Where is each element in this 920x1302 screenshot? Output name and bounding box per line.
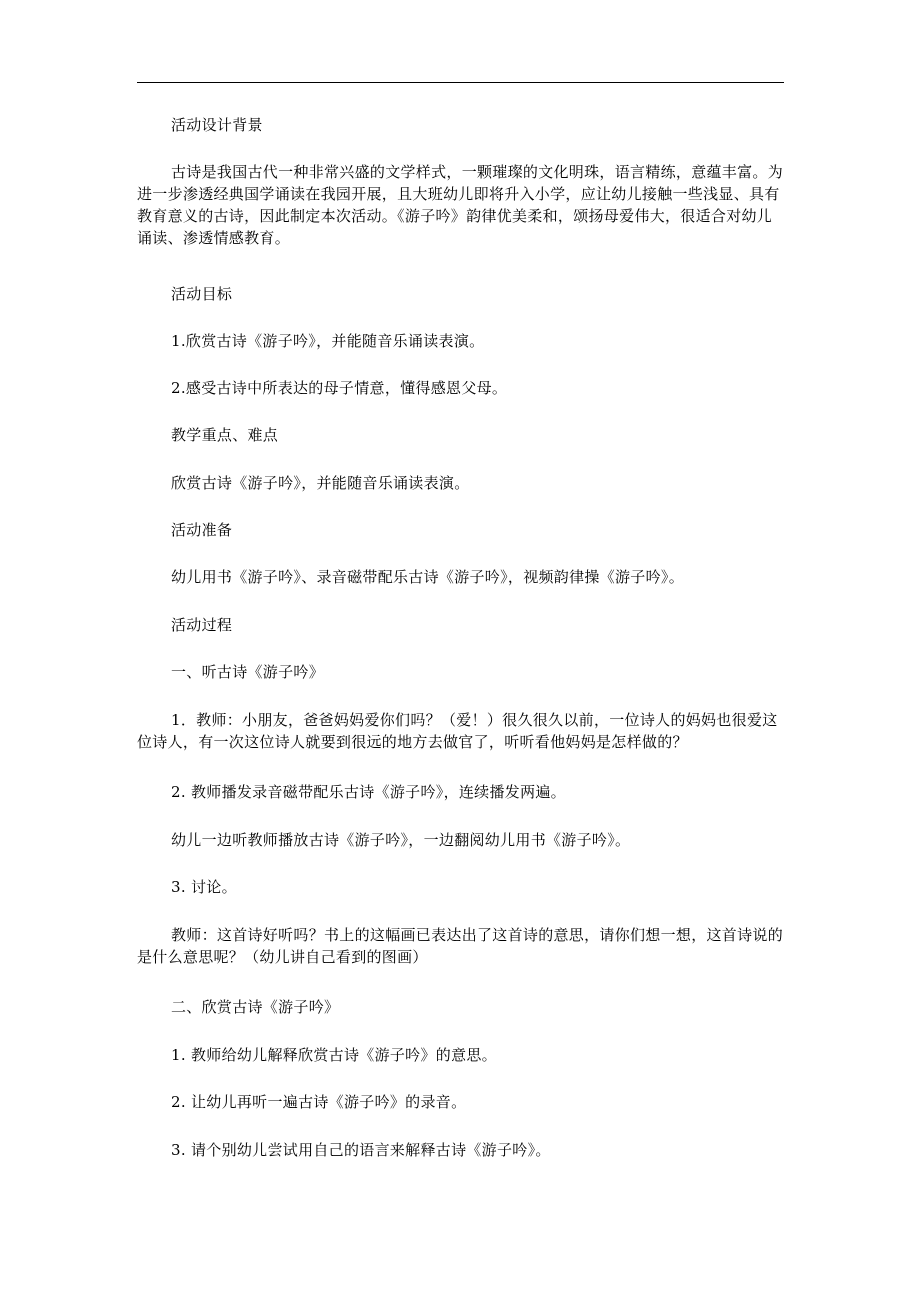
section-2-title: 二、欣赏古诗《游子吟》 [171,998,340,1016]
step-2-2: 2. 让幼儿再听一遍古诗《游子吟》的录音。 [171,1093,467,1111]
heading-background: 活动设计背景 [171,116,263,134]
step-1-2b: 幼儿一边听教师播放古诗《游子吟》，一边翻阅幼儿用书《游子吟》。 [171,831,631,849]
preparation: 幼儿用书《游子吟》、录音磁带配乐古诗《游子吟》，视频韵律操《游子吟》。 [171,568,685,586]
goal-1: 1.欣赏古诗《游子吟》，并能随音乐诵读表演。 [171,332,485,350]
paragraph-background: 古诗是我国古代一种非常兴盛的文学样式，一颗璀璨的文化明珠，语言精练，意蕴丰富。为进一步渗透经典国学诵读在我园开展，且大班幼儿即将升入小学，应让幼儿接触一些浅显、具有教育意义的古诗，因此制定本次活动。《游子吟》韵律优美柔和，颂扬母爱伟大，很适合对幼儿诵读、渗透情感教育。 [137,163,784,247]
step-2-1: 1. 教师给幼儿解释欣赏古诗《游子吟》的意思。 [171,1046,497,1064]
key-points: 欣赏古诗《游子吟》，并能随音乐诵读表演。 [171,474,470,492]
goal-2: 2.感受古诗中所表达的母子情意，懂得感恩父母。 [171,379,508,397]
section-1-title: 一、听古诗《游子吟》 [171,663,325,681]
heading-goals: 活动目标 [171,285,233,303]
heading-preparation: 活动准备 [171,521,233,539]
header-rule [137,82,784,83]
heading-key-points: 教学重点、难点 [171,426,279,444]
heading-process: 活动过程 [171,616,233,634]
step-1-2: 2. 教师播发录音磁带配乐古诗《游子吟》，连续播发两遍。 [171,783,566,801]
step-1-1: 1．教师：小朋友，爸爸妈妈爱你们吗？（爱！）很久很久以前，一位诗人的妈妈也很爱这位诗人，有一次这位诗人就要到很远的地方去做官了，听听看他妈妈是怎样做的？ [137,711,778,751]
step-1-3: 3. 讨论。 [171,878,237,896]
step-1-3b: 教师：这首诗好听吗？书上的这幅画已表达出了这首诗的意思，请你们想一想，这首诗说的是什么意思呢？（幼儿讲自己看到的图画） [137,926,784,966]
step-2-3: 3. 请个别幼儿尝试用自己的语言来解释古诗《游子吟》。 [171,1141,551,1159]
